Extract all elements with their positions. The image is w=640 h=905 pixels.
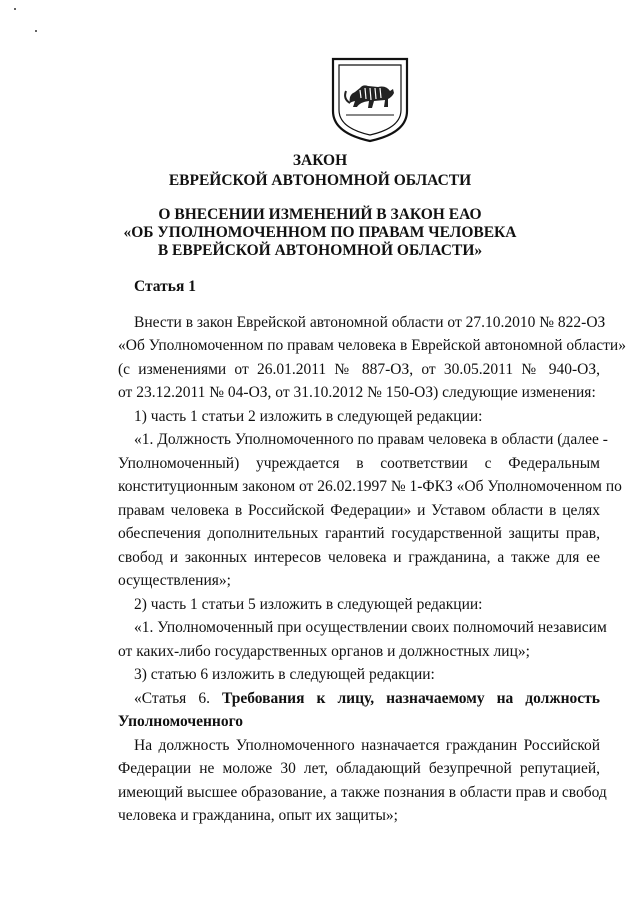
law-region: ЕВРЕЙСКОЙ АВТОНОМНОЙ ОБЛАСТИ [168,172,472,189]
body-line: Уполномоченного [118,713,243,730]
body-line: Федерации не моложе 30 лет, обладающий безупречной репутацией, [118,760,600,777]
body-line: от каких-либо государственных органов и должностных лиц»; [118,643,530,660]
law-subject-line: В ЕВРЕЙСКОЙ АВТОНОМНОЙ ОБЛАСТИ» [157,242,483,259]
article-6-number: «Статья 6. [134,690,222,707]
body-line: конституционным законом от 26.02.1997 № 1-ФКЗ «Об Уполномоченном по [118,478,622,495]
body-line: свобод и законных интересов человека и гражданина, а также для ее [118,549,600,566]
body-line: На должность Уполномоченного назначается гражданин Российской [134,737,600,754]
body-line: Внести в закон Еврейской автономной области от 27.10.2010 № 822-ОЗ [134,314,606,331]
body-line: «1. Должность Уполномоченного по правам человека в области (далее - [134,431,608,448]
law-subject-line: «ОБ УПОЛНОМОЧЕННОМ ПО ПРАВАМ ЧЕЛОВЕКА [123,224,517,241]
body-line: осуществления»; [118,572,231,589]
body-line: 2) часть 1 статьи 5 изложить в следующей редакции: [134,596,483,613]
body-line: «Об Уполномоченном по правам человека в Еврейской автономной области» [118,337,626,354]
body-line: 1) часть 1 статьи 2 изложить в следующей редакции: [134,408,483,425]
body-line: имеющий высшее образование, а также познания в области прав и свобод [118,784,607,801]
law-title: ЗАКОН [292,152,348,169]
body-line: человека и гражданина, опыт их защиты»; [118,807,398,824]
article-6-heading-line [134,690,600,708]
body-line: «1. Уполномоченный при осуществлении своих полномочий независим [134,619,607,636]
scan-speck [14,8,16,10]
body-line: (с изменениями от 26.01.2011 № 887-ОЗ, от 30.05.2011 № 940-ОЗ, [118,361,600,378]
body-line: правам человека в Российской Федерации» и Уставом области в целях [118,502,600,519]
body-line: 3) статью 6 изложить в следующей редакции: [134,666,435,683]
body-line: от 23.12.2011 № 04-ОЗ, от 31.10.2012 № 150-ОЗ) следующие изменения: [118,384,596,401]
coat-of-arms-emblem [330,55,410,143]
body-line: Уполномоченный) учреждается в соответствии с Федеральным [118,455,600,472]
body-line: обеспечения дополнительных гарантий государственной защиты прав, [118,525,600,542]
scan-speck [35,30,37,32]
article-heading: Статья 1 [134,278,196,295]
law-subject-line: О ВНЕСЕНИИ ИЗМЕНЕНИЙ В ЗАКОН ЕАО [158,206,482,223]
article-6-title: Требования к лицу, назначаемому на должность [221,690,600,707]
